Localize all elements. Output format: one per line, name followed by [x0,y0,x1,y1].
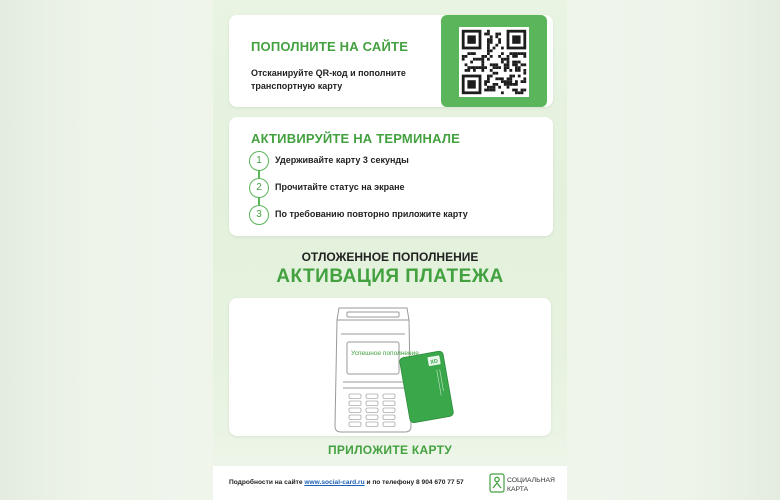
footer-info [229,479,464,486]
social-card-logo-icon [489,473,505,493]
delayed-topup-subtitle: ОТЛОЖЕННОЕ ПОПОЛНЕНИЕ [301,250,479,264]
footer [213,466,567,500]
step-text: Удерживайте карту 3 секунды [275,155,409,165]
screen-status-text: Успешное пополнение [351,350,419,357]
footer-suffix: и по телефону 8 904 670 77 57 [364,479,464,486]
keypad-key [349,408,361,413]
poster [213,0,567,500]
step-item [249,205,549,225]
step-connector [258,170,260,178]
step-number: 1 [249,151,269,171]
site-topup-description: Отсканируйте QR-код и пополните транспортную карту [251,68,406,91]
step-item [249,151,549,171]
terminal-activation-title: АКТИВИРУЙТЕ НА ТЕРМИНАЛЕ [251,131,461,146]
transport-card [399,351,454,424]
footer-prefix: Подробности на сайте [229,479,305,486]
keypad-key [366,408,378,413]
site-topup-card [229,15,553,107]
logo-line1: СОЦИАЛЬНАЯ [507,477,555,484]
keypad-key [349,394,361,399]
step-connector [258,197,260,205]
payment-activation-title: АКТИВАЦИЯ ПЛАТЕЖА [276,266,504,287]
keypad-key [366,401,378,406]
keypad-key [383,394,395,399]
step-number: 3 [249,205,269,225]
keypad-key [366,394,378,399]
qr-code-panel[interactable] [441,15,547,107]
keypad-key [366,415,378,420]
site-topup-title: ПОПОЛНИТЕ НА САЙТЕ [251,39,409,54]
keypad-key [349,422,361,427]
card-badge: XD [429,358,439,366]
footer-link[interactable]: www.social-card.ru [304,479,365,486]
keypad-key [383,408,395,413]
terminal-activation-card [229,117,553,236]
keypad-key [383,415,395,420]
step-item [249,178,549,198]
terminal-illustration-card [229,298,551,436]
step-text: Прочитайте статус на экране [275,182,405,192]
keypad-key [383,401,395,406]
logo-line2: КАРТА [507,486,529,493]
keypad-key [366,422,378,427]
step-number: 2 [249,178,269,198]
keypad-key [383,422,395,427]
step-text: По требованию повторно приложите карту [275,209,468,219]
pos-terminal-illustration [229,298,551,436]
qr-code-icon[interactable] [459,27,529,97]
keypad-key [349,401,361,406]
tap-card-cta: ПРИЛОЖИТЕ КАРТУ [327,443,453,457]
keypad-key [349,415,361,420]
